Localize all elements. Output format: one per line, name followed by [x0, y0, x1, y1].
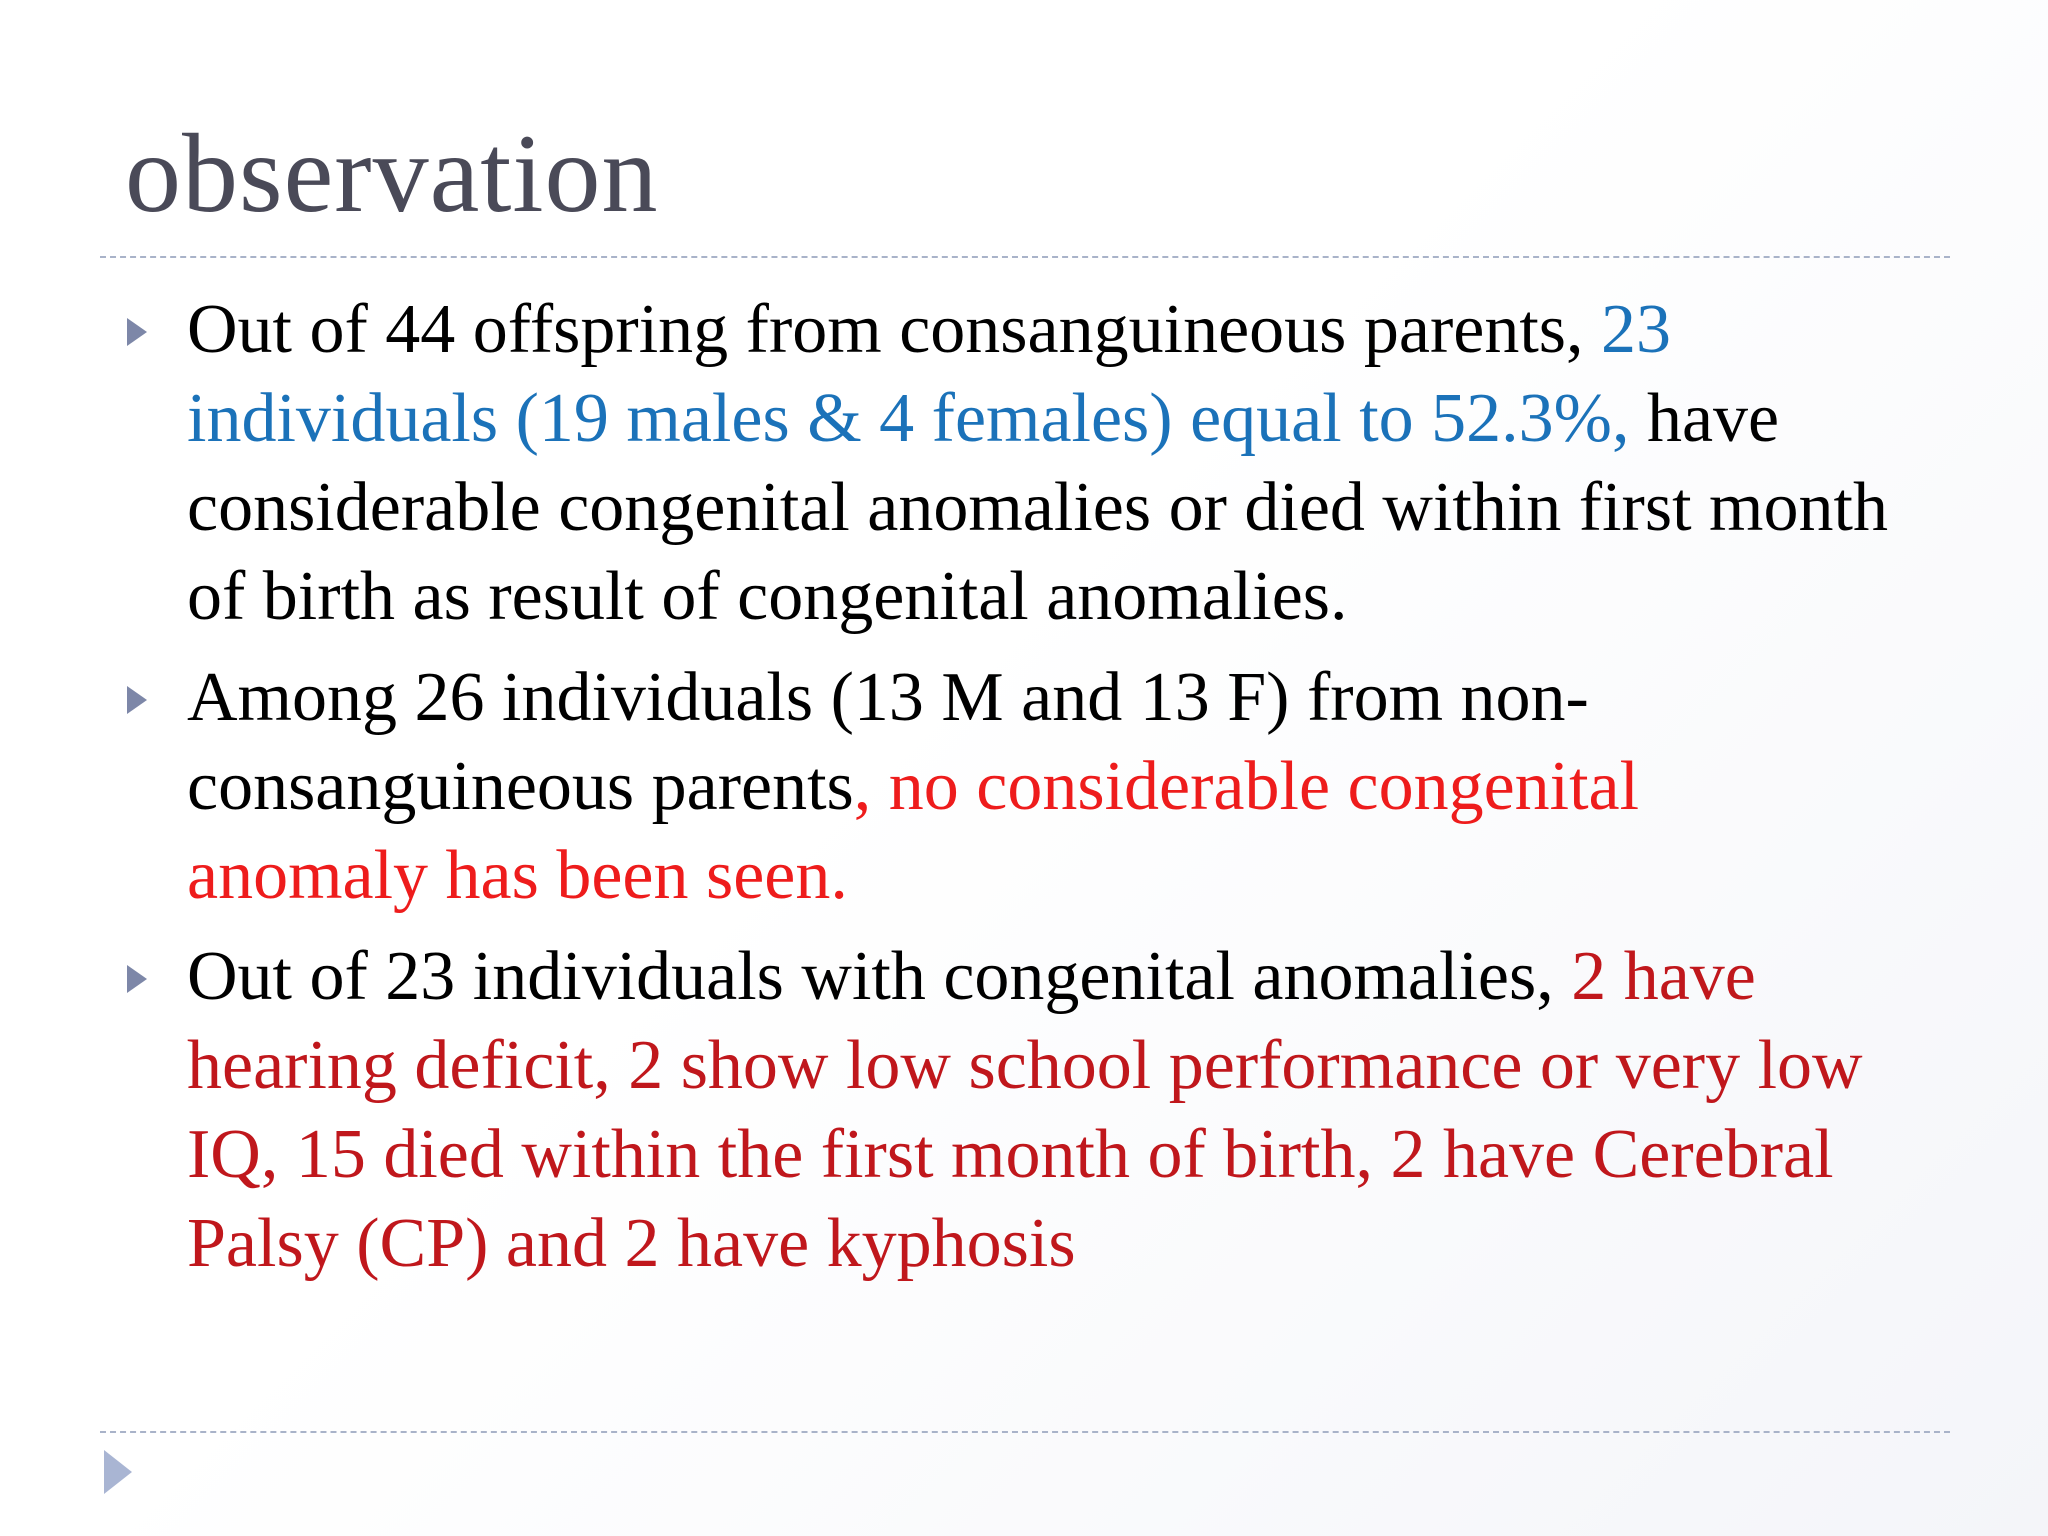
- slide-title: observation: [125, 112, 659, 236]
- triangle-right-icon: [127, 318, 147, 346]
- bullet-text-segment: Out of 23 individuals with congenital anomalies,: [187, 938, 1572, 1015]
- top-divider: [100, 256, 1950, 258]
- bullet-item: [125, 653, 1895, 920]
- bullet-item: [125, 285, 1895, 641]
- bottom-divider: [100, 1431, 1950, 1433]
- triangle-right-icon: [104, 1450, 132, 1494]
- bullet-highlight-segment: 23 individuals (19 males & 4 females) equal to 52.3%,: [187, 291, 1672, 457]
- bullet-text-segment: Among 26 individuals (13 M and 13 F) from non-consanguineous parents: [187, 659, 1589, 825]
- bullet-list: [125, 285, 1895, 1300]
- bullet-highlight-segment: 2 have hearing deficit, 2 show low school performance or very low IQ, 15 died within the first month of birth, 2 have Cerebral Palsy (CP) and 2 have kyphosis: [187, 938, 1863, 1282]
- triangle-right-icon: [127, 965, 147, 993]
- bullet-item: [125, 932, 1895, 1288]
- bullet-text-segment: Out of 44 offspring from consanguineous parents,: [187, 291, 1602, 368]
- bullet-highlight-segment: , no considerable congenital anomaly has been seen.: [187, 748, 1640, 914]
- triangle-right-icon: [127, 686, 147, 714]
- bullet-text-segment: have considerable congenital anomalies or died within first month of birth as result of congenital anomalies.: [187, 380, 1888, 635]
